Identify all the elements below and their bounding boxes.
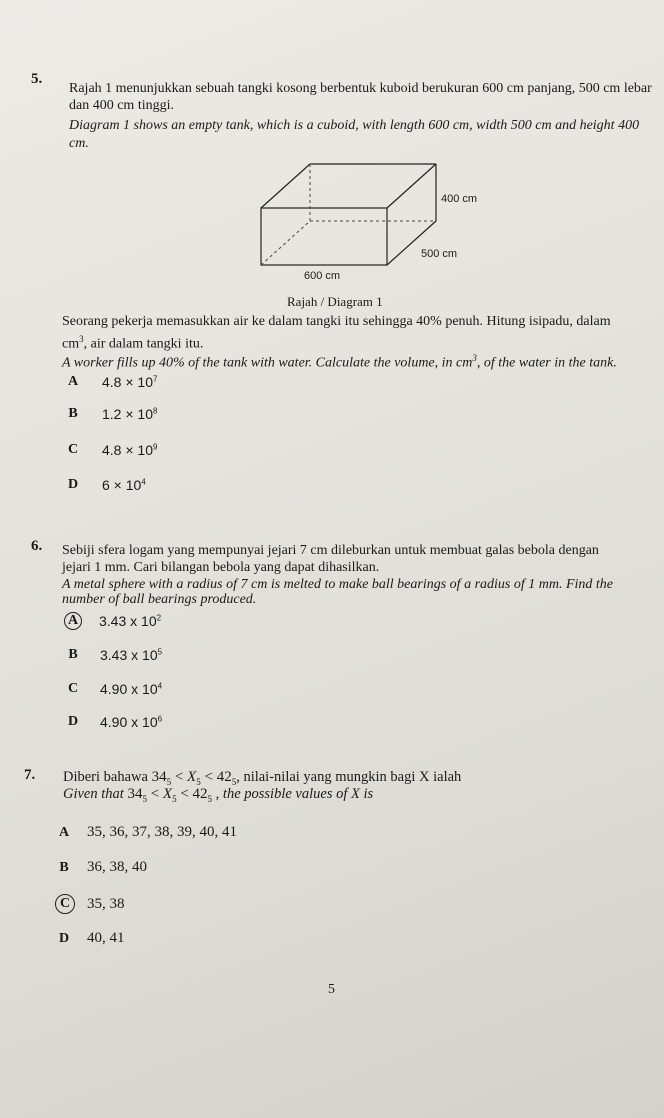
- q7-option-a[interactable]: A 35, 36, 37, 38, 39, 40, 41: [58, 824, 237, 840]
- circled-answer-mark: C: [55, 894, 75, 914]
- q6-option-c[interactable]: C 4.90 x $10^4$: [67, 681, 163, 697]
- inequality-expression-en: $34_5 < X_5 < 42_5$: [127, 786, 213, 804]
- q5-option-d[interactable]: D $6 \times 10^4$: [67, 477, 146, 493]
- q5-option-c[interactable]: C $4.8 \times 10^9$: [67, 442, 158, 458]
- q6-option-d[interactable]: D 4.90 x $10^6$: [67, 714, 163, 730]
- inequality-expression: $34_5 < X_5 < 42_5$: [151, 769, 237, 787]
- q5-option-b[interactable]: B $1.2 \times 10^8$: [68, 406, 158, 422]
- q5-english-question: A worker fills up 40% of the tank with water. Calculate the volume, in $cm^3$, of the water in the tank.: [62, 353, 617, 371]
- q5-english-line-1: Diagram 1 shows an empty tank, which is a cuboid, with length 600 cm, width 500 cm and height 400: [69, 118, 640, 133]
- question-7-number: 7.: [24, 767, 36, 783]
- q7-option-c[interactable]: C 35, 38: [55, 894, 125, 914]
- question-5-number: 5.: [31, 71, 43, 87]
- q7-option-b[interactable]: B 36, 38, 40: [59, 859, 147, 875]
- q7-option-d[interactable]: D 40, 41: [58, 930, 125, 946]
- q6-english-line-2: number of ball bearings produced.: [62, 592, 257, 607]
- q7-malay-line: Diberi bahawa $34_5 < X_5 < 42_5$, nilai-nilai yang mungkin bagi X ialah: [63, 769, 462, 787]
- width-label: 500 cm: [421, 248, 458, 260]
- q6-malay-line-1: Sebiji sfera logam yang mempunyai jejari 7 cm dileburkan untuk membuat galas bebola dengan: [62, 543, 599, 558]
- q6-option-a[interactable]: A 3.43 x $10^2$: [64, 612, 161, 630]
- q5-option-a[interactable]: A $4.8 \times 10^7$: [67, 374, 158, 390]
- q5-malay-line-1: Rajah 1 menunjukkan sebuah tangki kosong berbentuk kuboid berukuran 600 cm panjang, 500 cm lebar: [69, 81, 652, 96]
- q6-english-line-1: A metal sphere with a radius of 7 cm is melted to make ball bearings of a radius of 1 mm. Find the: [62, 577, 614, 592]
- q5-english-line-2: cm.: [69, 136, 89, 151]
- q6-option-b[interactable]: B 3.43 x $10^5$: [68, 647, 163, 663]
- q5-malay-line-2: dan 400 cm tinggi.: [69, 98, 174, 113]
- circled-answer-mark: A: [64, 612, 82, 630]
- height-label: 400 cm: [441, 193, 478, 205]
- cuboid-front-face: [261, 208, 387, 265]
- cuboid-tank-diagram: [255, 160, 465, 285]
- q5-malay-question-line-1: Seorang pekerja memasukkan air ke dalam tangki itu sehingga 40% penuh. Hitung isipadu, dalam: [62, 314, 611, 329]
- q6-malay-line-2: jejari 1 mm. Cari bilangan bebola yang dapat dihasilkan.: [62, 560, 380, 575]
- page-number: 5: [328, 982, 335, 997]
- diagram-caption: Rajah / Diagram 1: [287, 294, 383, 309]
- question-6-number: 6.: [31, 538, 43, 554]
- q5-malay-question-line-2: $cm^3$, air dalam tangki itu.: [62, 334, 204, 352]
- length-label: 600 cm: [304, 270, 341, 282]
- q7-english-line: Given that $34_5 < X_5 < 42_5$ , the possible values of X is: [63, 786, 374, 804]
